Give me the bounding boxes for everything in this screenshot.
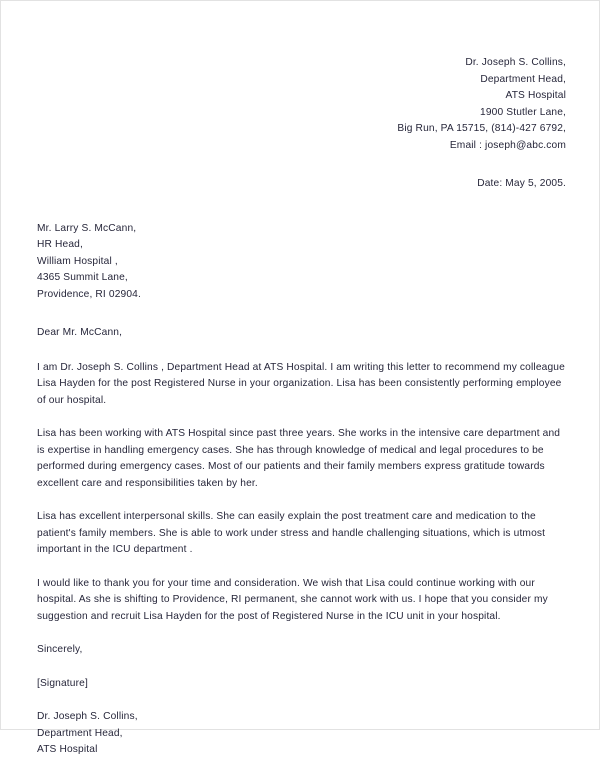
closing-salutation: Sincerely,: [37, 644, 83, 656]
letterhead-line-city-phone: Big Run, PA 15715, (814)-427 6792,: [397, 123, 566, 135]
letterhead-line-email: Email : joseph@abc.com: [449, 139, 566, 151]
letter-body: [37, 360, 566, 626]
body-paragraph-3: Lisa has excellent interpersonal skills. She can easily explain the post treatment care and medication to the patient's family members. She is able to work under stress and handle challenging situations, which is utmost important in the ICU department .: [37, 511, 546, 556]
recipient-line-title: HR Head,: [37, 239, 83, 251]
letterhead-line-title: Department Head,: [480, 73, 566, 85]
letterhead-line-organization: ATS Hospital: [505, 90, 566, 102]
letterhead-block: [37, 55, 566, 154]
signature-placeholder: [Signature]: [37, 677, 88, 689]
letterhead-line-name: Dr. Joseph S. Collins,: [465, 57, 566, 68]
recipient-address-block: [37, 221, 566, 304]
signoff-line-name: Dr. Joseph S. Collins,: [37, 711, 138, 723]
salutation: Dear Mr. McCann,: [37, 327, 123, 339]
signoff-line-title: Department Head,: [37, 727, 123, 739]
body-paragraph-4: I would like to thank you for your time and consideration. We wish that Lisa could continue working with our hospital. As she is shifting to Providence, RI permanent, she cannot work with us. I hope that you consider my suggestion and recruit Lisa Hayden for the post of Registered Nurse in the ICU unit in your hospital.: [37, 577, 548, 622]
recipient-line-name: Mr. Larry S. McCann,: [37, 222, 137, 234]
recipient-line-city-state-zip: Providence, RI 02904.: [37, 288, 141, 300]
recipient-line-organization: William Hospital ,: [37, 255, 118, 267]
date-line: Date: May 5, 2005.: [477, 178, 566, 190]
closing-block: [37, 642, 566, 759]
signoff-block: [37, 709, 566, 759]
signoff-line-organization: ATS Hospital: [37, 744, 98, 756]
letterhead-line-street: 1900 Stutler Lane,: [480, 106, 566, 118]
body-paragraph-1: I am Dr. Joseph S. Collins , Department Head at ATS Hospital. I am writing this letter to recommend my colleague Lisa Hayden for the post Registered Nurse in your organization. Lisa has been consistently performing employee of our hospital.: [37, 361, 565, 406]
body-paragraph-2: Lisa has been working with ATS Hospital since past three years. She works in the intensive care department and is expertise in handling emergency cases. She has through knowledge of medical and legal procedures to be performed during emergency cases. Most of our patients and their family members express gratitude towards excellent care and responsibilities taken by her.: [37, 428, 561, 489]
recipient-line-street: 4365 Summit Lane,: [37, 272, 128, 284]
